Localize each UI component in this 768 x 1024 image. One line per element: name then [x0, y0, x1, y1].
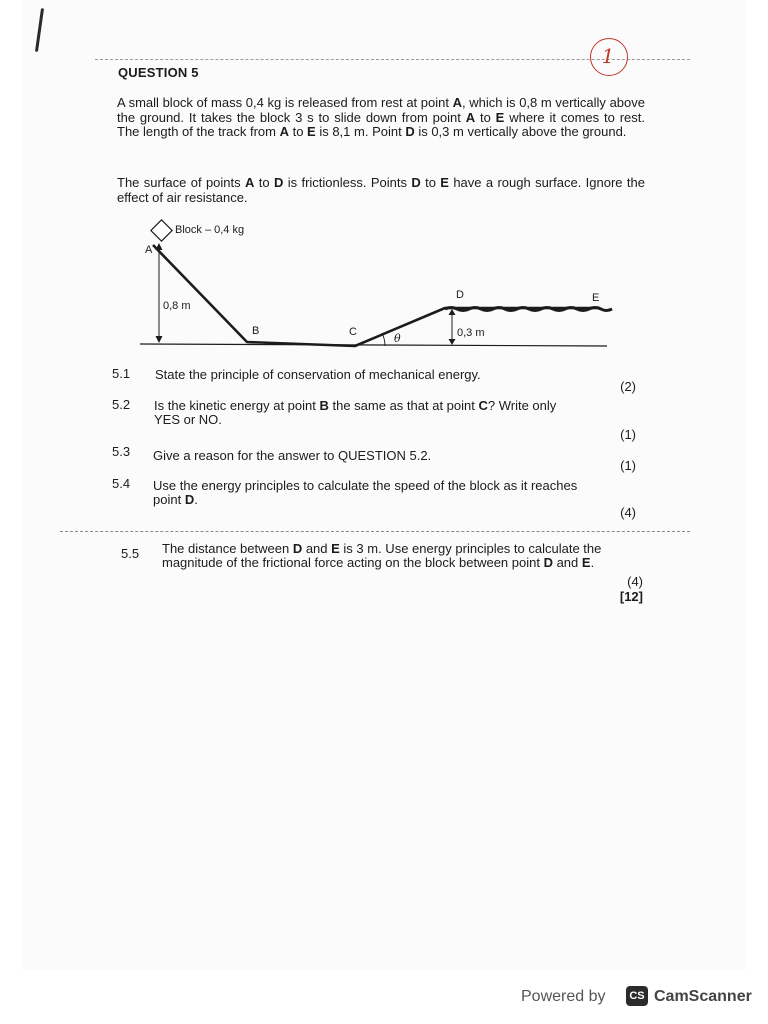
subquestion-text: The distance between D and E is 3 m. Use energy principles to calculate the magnitude of the frictional force acting on the block between point D and E.: [162, 541, 602, 570]
page-number: 1: [601, 44, 615, 68]
angle-label: θ: [394, 332, 401, 345]
height-arrow-d-bottom: [449, 339, 456, 345]
section-divider: [60, 531, 690, 532]
point-e-label: E: [592, 292, 600, 304]
height-arrow-a-bottom: [156, 336, 163, 343]
subquestion-marks: (1): [620, 458, 636, 473]
height-a-label: 0,8 m: [163, 300, 191, 312]
question-intro: A small block of mass 0,4 kg is released from rest at point A, which is 0,8 m vertically above the ground. It takes the block 3 s to slide down from point A to E where it comes to rest. The length of the track from A to E is 8,1 m. Point D is 0,3 m vertically above the ground.: [117, 95, 645, 139]
subquestion-number: 5.1: [112, 366, 131, 381]
powered-by-text: Powered by: [521, 988, 606, 1005]
point-a-label: A: [145, 244, 153, 256]
height-d-label: 0,3 m: [457, 327, 485, 339]
subquestion-number: 5.5: [121, 546, 140, 561]
subquestion-number: 5.2: [112, 397, 131, 412]
subquestion-text: State the principle of conservation of mechanical energy.: [155, 367, 481, 382]
height-arrow-a-top: [156, 243, 163, 250]
point-b-label: B: [252, 325, 260, 337]
question-title: QUESTION 5: [118, 65, 199, 80]
height-arrow-d-top: [449, 309, 456, 315]
subquestion-marks: (4): [627, 574, 643, 589]
subquestion-text: Use the energy principles to calculate the speed of the block as it reaches point D.: [153, 478, 578, 507]
camscanner-brand: CamScanner: [654, 988, 752, 1005]
track-line: [153, 245, 600, 346]
subquestion-number: 5.4: [112, 476, 131, 491]
total-marks: [12]: [619, 589, 643, 604]
block-label: Block – 0,4 kg: [175, 224, 245, 236]
subquestion-number: 5.3: [112, 444, 131, 459]
subquestion-marks: (4): [620, 505, 636, 520]
subquestion-text: Is the kinetic energy at point B the same as that at point C? Write only YES or NO.: [154, 398, 557, 427]
camscanner-logo-icon: CS: [626, 986, 648, 1006]
point-c-label: C: [349, 326, 357, 338]
surface-description: The surface of points A to D is frictionless. Points D to E have a rough surface. Ignore the effect of air resistance.: [117, 175, 645, 205]
subquestion-marks: (2): [620, 379, 636, 394]
point-d-label: D: [456, 289, 464, 301]
track-diagram: [135, 215, 615, 355]
block: [151, 220, 172, 241]
subquestion-marks: (1): [620, 427, 636, 442]
ground-line: [140, 344, 607, 346]
subquestion-text: Give a reason for the answer to QUESTION 5.2.: [153, 448, 432, 463]
